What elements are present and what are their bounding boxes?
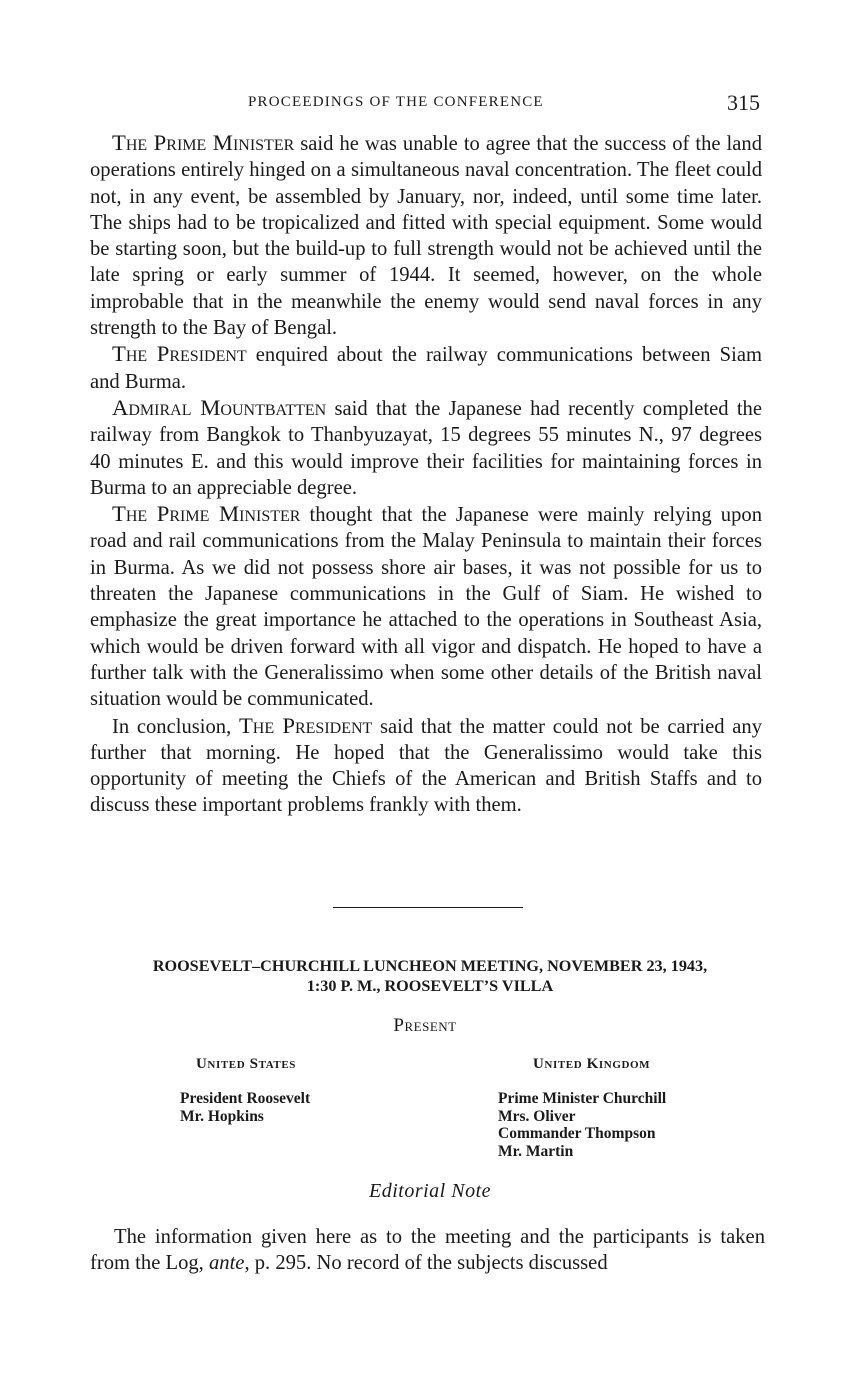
paragraph-text: enquired about the railway communications between Siam and Burma. (90, 344, 762, 393)
paragraph-mountbatten (90, 395, 762, 501)
paragraph-prime-minister-communications (90, 501, 762, 712)
speaker-name: Admiral Mountbatten (112, 394, 327, 420)
editorial-note-text (90, 1224, 765, 1277)
editorial-text-before: The information given here as to the meeting and the participants is taken from the Log, (90, 1226, 765, 1275)
paragraph-president-railway (90, 341, 762, 395)
meeting-heading-line2: 1:30 P. M., ROOSEVELT’S VILLA (306, 977, 554, 995)
meeting-heading-line1: ROOSEVELT–CHURCHILL LUNCHEON MEETING, NOVEMBER 23, 1943, (152, 957, 708, 975)
participant: Mr. Martin (498, 1142, 574, 1160)
paragraph-text: said he was unable to agree that the success of the land operations entirely hinged on a simultaneous naval concentration. The fleet could not, in any event, be assembled by January, nor, indeed, until some time later. The ships had to be tropicalized and fitted with special equipment. Some would be starting soon, but the build-up to full strength would not be achieved until the late spring or early summer of 1944. It seemed, however, on the whole improbable that in the meanwhile the enemy would send naval forces in any strength to the Bay of Bengal. (90, 133, 762, 340)
editorial-note-heading: Editorial Note (369, 1180, 491, 1202)
paragraph-prime-minister-fleet (90, 130, 762, 341)
united-states-participants (180, 1090, 310, 1125)
paragraph-text: said that the Japanese had recently completed the railway from Bangkok to Thanbyuzayat, 15 degrees 55 minutes N., 97 degrees 40 minutes E. and this would improve their facilities for maintaining forces in Burma to an appreciable degree. (90, 397, 762, 499)
paragraph-text: thought that the Japanese were mainly relying upon road and rail communications from the Malay Peninsula to maintain their forces in Burma. As we did not possess shore air bases, it was not possible for us to threaten the Japanese communications in the Gulf of Siam. He wished to emphasize the great importance he attached to the operations in Southeast Asia, which would be driven forward with all vigor and dispatch. He hoped to have a further talk with the Generalissimo when some other details of the British naval situation would be communicated. (90, 504, 762, 711)
section-divider (333, 907, 523, 908)
paragraph-text: said that the matter could not be carried any further that morning. He hoped that the Generalissimo would take this opportunity of meeting the Chiefs of the American and British Staffs and to discuss these important problems frankly with them. (90, 715, 763, 817)
speaker-name: The Prime Minister (112, 130, 295, 155)
meeting-heading (80, 956, 780, 996)
participant: President Roosevelt (180, 1090, 311, 1107)
running-head (90, 90, 760, 120)
speaker-name: The Prime Minister (112, 501, 301, 527)
participant: Mr. Hopkins (180, 1107, 264, 1125)
paragraph-conclusion (90, 713, 762, 819)
editorial-text-after: , p. 295. No record of the subjects discussed (244, 1252, 608, 1275)
ante-citation: ante (208, 1252, 245, 1275)
present-heading: Present (393, 1015, 457, 1036)
united-kingdom-heading: United Kingdom (533, 1056, 651, 1072)
body-text (90, 130, 762, 819)
paragraph-prefix: In conclusion, (112, 715, 239, 738)
participant: Prime Minister Churchill (498, 1090, 667, 1107)
running-title: PROCEEDINGS OF THE CONFERENCE (248, 94, 544, 110)
editorial-paragraph (90, 1224, 765, 1277)
speaker-name: The President (112, 341, 247, 367)
united-states-heading: United States (196, 1056, 297, 1072)
page-number: 315 (727, 90, 760, 115)
participant: Mrs. Oliver (498, 1107, 576, 1125)
united-kingdom-participants (498, 1090, 666, 1160)
speaker-name: The President (238, 712, 373, 738)
participant: Commander Thompson (498, 1125, 656, 1142)
